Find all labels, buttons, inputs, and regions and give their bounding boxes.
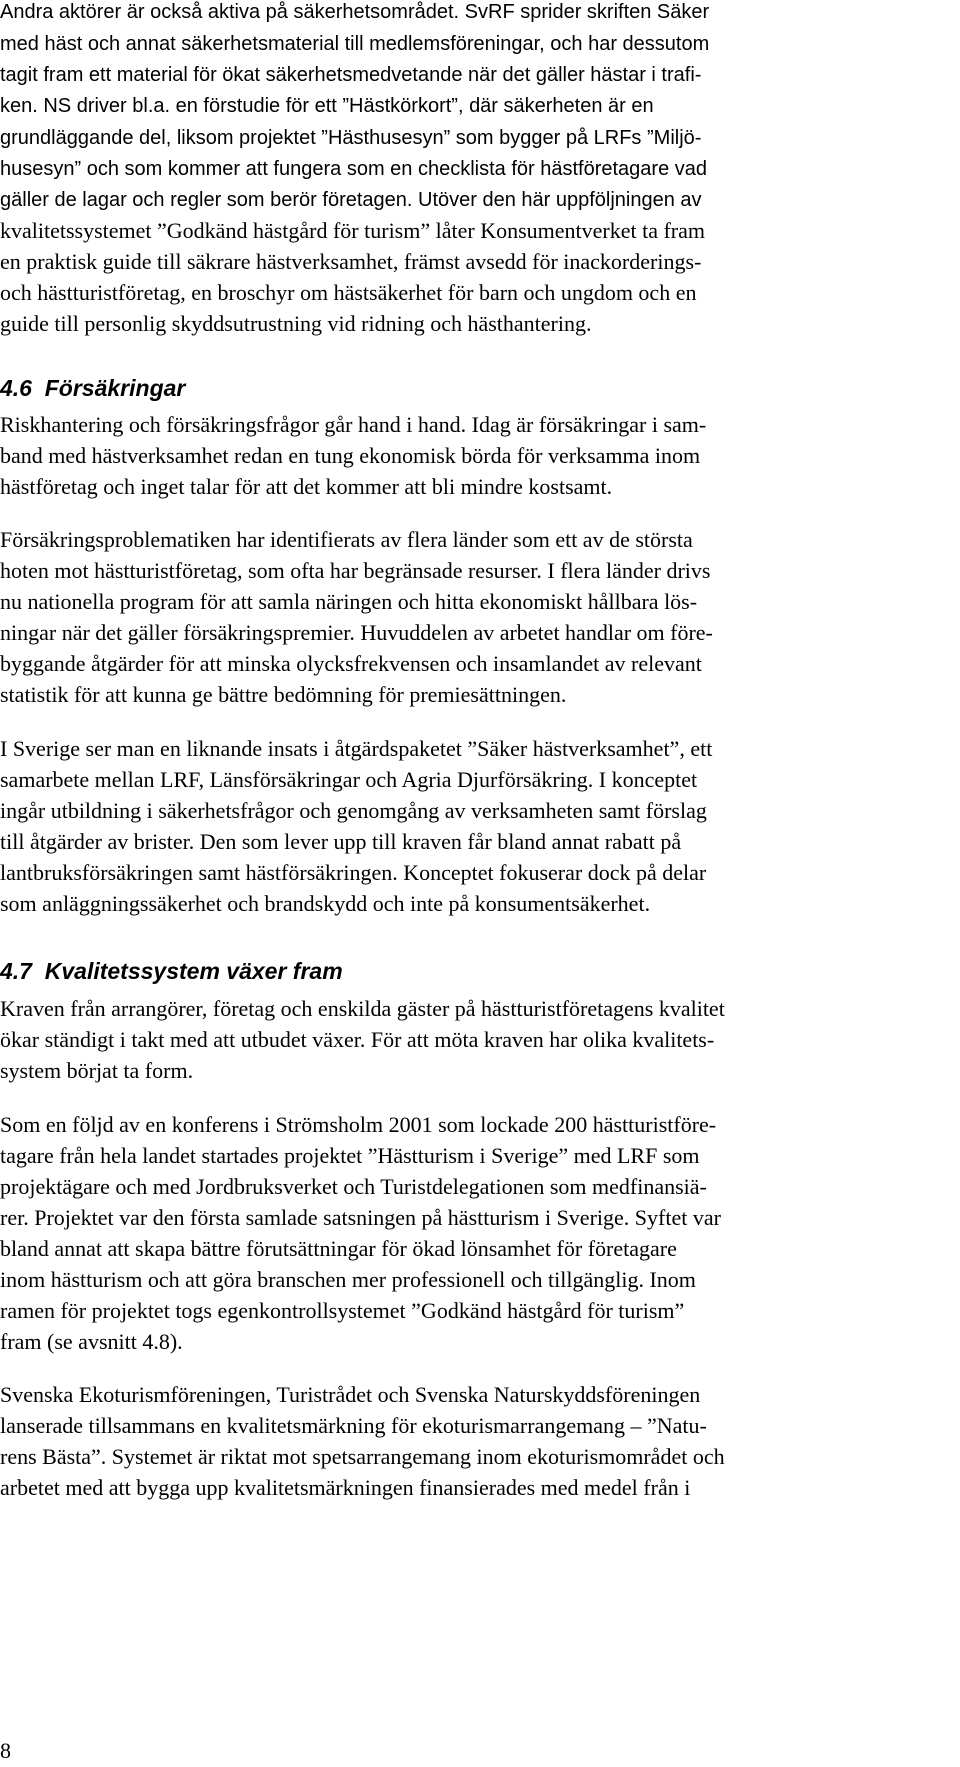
- text-line: ningar när det gäller försäkringspremier. Huvuddelen av arbetet handlar om före-: [0, 620, 713, 645]
- text-line: Försäkringsproblematiken har identifierats av flera länder som ett av de största: [0, 527, 693, 552]
- text-line: rer. Projektet var den första samlade satsningen på hästturism i Sverige. Syftet var: [0, 1205, 721, 1230]
- text-line: ökar ständigt i takt med att utbudet växer. För att möta kraven har olika kvalitets-: [0, 1027, 715, 1052]
- text-line: hästföretag och inget talar för att det kommer att bli mindre kostsamt.: [0, 474, 613, 499]
- text-line: kvalitetssystemet ”Godkänd hästgård för turism” låter Konsumentverket ta fram: [0, 218, 706, 243]
- text-line: projektägare och med Jordbruksverket och Turistdelegationen som medfinansiä-: [0, 1174, 707, 1199]
- text-line: arbetet med att bygga upp kvalitetsmärkningen finansierades med medel från i: [0, 1475, 691, 1500]
- text-line: samarbete mellan LRF, Länsförsäkringar och Agria Djurförsäkring. I konceptet: [0, 767, 698, 792]
- section-heading: 4.6 Försäkringar: [0, 375, 186, 401]
- text-line: till åtgärder av brister. Den som lever upp till kraven får bland annat rabatt på: [0, 829, 682, 854]
- section-heading: 4.7 Kvalitetssystem växer fram: [0, 958, 343, 984]
- text-line: lanserade tillsammans en kvalitetsmärkning för ekoturismarrangemang – ”Natu-: [0, 1413, 707, 1438]
- text-line: husesyn” och som kommer att fungera som en checklista för hästföretagare vad: [0, 158, 708, 180]
- text-line: byggande åtgärder för att minska olycksfrekvensen och insamlandet av relevant: [0, 651, 702, 676]
- text-line: Kraven från arrangörer, företag och enskilda gäster på hästturistföretagens kvalitet: [0, 996, 725, 1021]
- text-line: Som en följd av en konferens i Strömsholm 2001 som lockade 200 hästturistföre-: [0, 1112, 717, 1137]
- text-line: band med hästverksamhet redan en tung ekonomisk börda för verksamma inom: [0, 443, 701, 468]
- text-line: ken. NS driver bl.a. en förstudie för ett ”Hästkörkort”, där säkerheten är en: [0, 95, 654, 117]
- text-line: hoten mot hästturistföretag, som ofta har begränsade resurser. I flera länder drivs: [0, 558, 711, 583]
- text-line: Andra aktörer är också aktiva på säkerhetsområdet. SvRF sprider skriften Säker: [0, 1, 710, 23]
- text-line: som anläggningssäkerhet och brandskydd och inte på konsumentsäkerhet.: [0, 891, 651, 916]
- text-line: I Sverige ser man en liknande insats i åtgärdspaketet ”Säker hästverksamhet”, ett: [0, 736, 713, 761]
- text-line: Svenska Ekoturismföreningen, Turistrådet och Svenska Naturskyddsföreningen: [0, 1382, 701, 1407]
- text-line: gäller de lagar och regler som berör företagen. Utöver den här uppföljningen av: [0, 189, 702, 211]
- text-line: tagit fram ett material för ökat säkerhetsmedvetande när det gäller hästar i trafi-: [0, 64, 702, 86]
- text-line: rens Bästa”. Systemet är riktat mot spetsarrangemang inom ekoturismområdet och: [0, 1444, 725, 1469]
- text-line: fram (se avsnitt 4.8).: [0, 1329, 183, 1354]
- text-line: statistik för att kunna ge bättre bedömning för premiesättningen.: [0, 682, 567, 707]
- text-line: nu nationella program för att samla näringen och hitta ekonomiskt hållbara lös-: [0, 589, 698, 614]
- text-line: och hästturistföretag, en broschyr om hästsäkerhet för barn och ungdom och en: [0, 280, 697, 305]
- text-line: ramen för projektet togs egenkontrollsystemet ”Godkänd hästgård för turism”: [0, 1298, 685, 1323]
- text-line: ingår utbildning i säkerhetsfrågor och genomgång av verksamheten samt förslag: [0, 798, 707, 823]
- text-line: system börjat ta form.: [0, 1058, 194, 1083]
- page-number: 8: [0, 1738, 11, 1763]
- text-line: en praktisk guide till säkrare hästverksamhet, främst avsedd för inackorderings-: [0, 249, 702, 274]
- text-line: bland annat att skapa bättre förutsättningar för ökad lönsamhet för företagare: [0, 1236, 677, 1261]
- text-line: med häst och annat säkerhetsmaterial till medlemsföreningar, och har dessutom: [0, 33, 710, 55]
- text-line: tagare från hela landet startades projektet ”Hästturism i Sverige” med LRF som: [0, 1143, 700, 1168]
- text-line: guide till personlig skyddsutrustning vid ridning och hästhantering.: [0, 311, 592, 336]
- text-line: lantbruksförsäkringen samt hästförsäkringen. Konceptet fokuserar dock på delar: [0, 860, 707, 885]
- text-line: inom hästturism och att göra branschen mer professionell och tillgänglig. Inom: [0, 1267, 696, 1292]
- text-line: grundläggande del, liksom projektet ”Hästhusesyn” som bygger på LRFs ”Miljö-: [0, 127, 702, 149]
- text-line: Riskhantering och försäkringsfrågor går hand i hand. Idag är försäkringar i sam-: [0, 412, 707, 437]
